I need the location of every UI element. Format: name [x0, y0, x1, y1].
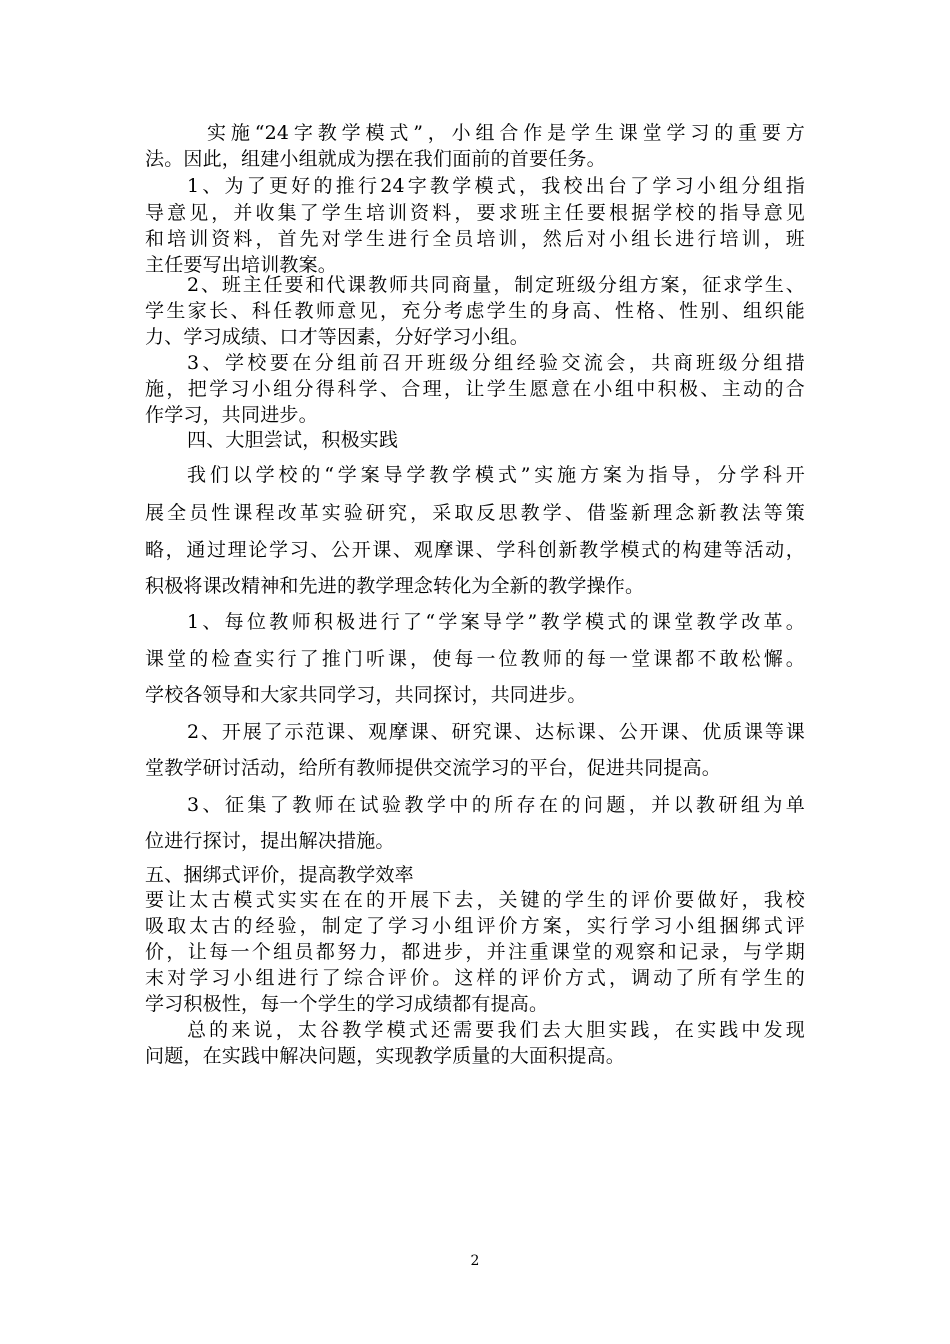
paragraph-line: 堂教学研讨活动，给所有教师提供交流学习的平台，促进共同提高。 — [145, 757, 722, 779]
paragraph-line: 末对学习小组进行了综合评价。这样的评价方式，调动了所有学生的 — [145, 967, 805, 989]
paragraph-line: 3、征集了教师在试验教学中的所存在的问题，并以教研组为单 — [187, 794, 805, 816]
paragraph-line: 吸取太古的经验，制定了学习小组评价方案，实行学习小组捆绑式评 — [145, 915, 805, 937]
paragraph-line: 学生家长、科任教师意见，充分考虑学生的身高、性格、性别、组织能 — [145, 300, 805, 322]
paragraph-line: 略，通过理论学习、公开课、观摩课、学科创新教学模式的构建等活动， — [145, 539, 805, 561]
paragraph-line: 1、为了更好的推行24字教学模式，我校出台了学习小组分组指 — [187, 175, 805, 197]
paragraph-line: 3、学校要在分组前召开班级分组经验交流会，共商班级分组措 — [187, 352, 805, 374]
paragraph-line: 学习积极性，每一个学生的学习成绩都有提高。 — [145, 993, 549, 1015]
paragraph-line: 主任要写出培训教案。 — [145, 254, 338, 276]
paragraph-line: 法。因此，组建小组就成为摆在我们面前的首要任务。 — [145, 148, 606, 170]
paragraph-line: 学校各领导和大家共同学习，共同探讨，共同进步。 — [145, 684, 587, 706]
paragraph-line: 实施“24字教学模式”，小组合作是学生课堂学习的重要方 — [207, 122, 805, 144]
paragraph-line: 2、班主任要和代课教师共同商量，制定班级分组方案，征求学生、 — [187, 274, 805, 296]
paragraph-line: 和培训资料，首先对学生进行全员培训，然后对小组长进行培训，班 — [145, 228, 805, 250]
paragraph-line: 2、开展了示范课、观摩课、研究课、达标课、公开课、优质课等课 — [187, 721, 805, 743]
paragraph-line: 作学习，共同进步。 — [145, 404, 318, 426]
section-heading: 四、大胆尝试，积极实践 — [187, 429, 399, 451]
page-number: 2 — [470, 1253, 480, 1269]
paragraph-line: 总的来说，太谷教学模式还需要我们去大胆实践，在实践中发现 — [187, 1019, 805, 1041]
paragraph-line: 要让太古模式实实在在的开展下去，关键的学生的评价要做好，我校 — [145, 889, 805, 911]
paragraph-line: 力、学习成绩、口才等因素，分好学习小组。 — [145, 326, 530, 348]
section-heading: 五、捆绑式评价，提高教学效率 — [145, 864, 414, 886]
paragraph-line: 展全员性课程改革实验研究，采取反思教学、借鉴新理念新教法等策 — [145, 502, 805, 524]
paragraph-line: 导意见，并收集了学生培训资料，要求班主任要根据学校的指导意见 — [145, 202, 805, 224]
paragraph-line: 我们以学校的“学案导学教学模式”实施方案为指导，分学科开 — [187, 464, 805, 486]
paragraph-line: 位进行探讨，提出解决措施。 — [145, 830, 395, 852]
paragraph-line: 问题，在实践中解决问题，实现教学质量的大面积提高。 — [145, 1045, 626, 1067]
paragraph-line: 施，把学习小组分得科学、合理，让学生愿意在小组中积极、主动的合 — [145, 378, 805, 400]
paragraph-line: 课堂的检查实行了推门听课，使每一位教师的每一堂课都不敢松懈。 — [145, 648, 805, 670]
paragraph-line: 1、每位教师积极进行了“学案导学”教学模式的课堂教学改革。 — [187, 611, 805, 633]
paragraph-line: 积极将课改精神和先进的教学理念转化为全新的教学操作。 — [145, 575, 645, 597]
paragraph-line: 价，让每一个组员都努力，都进步，并注重课堂的观察和记录，与学期 — [145, 941, 805, 963]
